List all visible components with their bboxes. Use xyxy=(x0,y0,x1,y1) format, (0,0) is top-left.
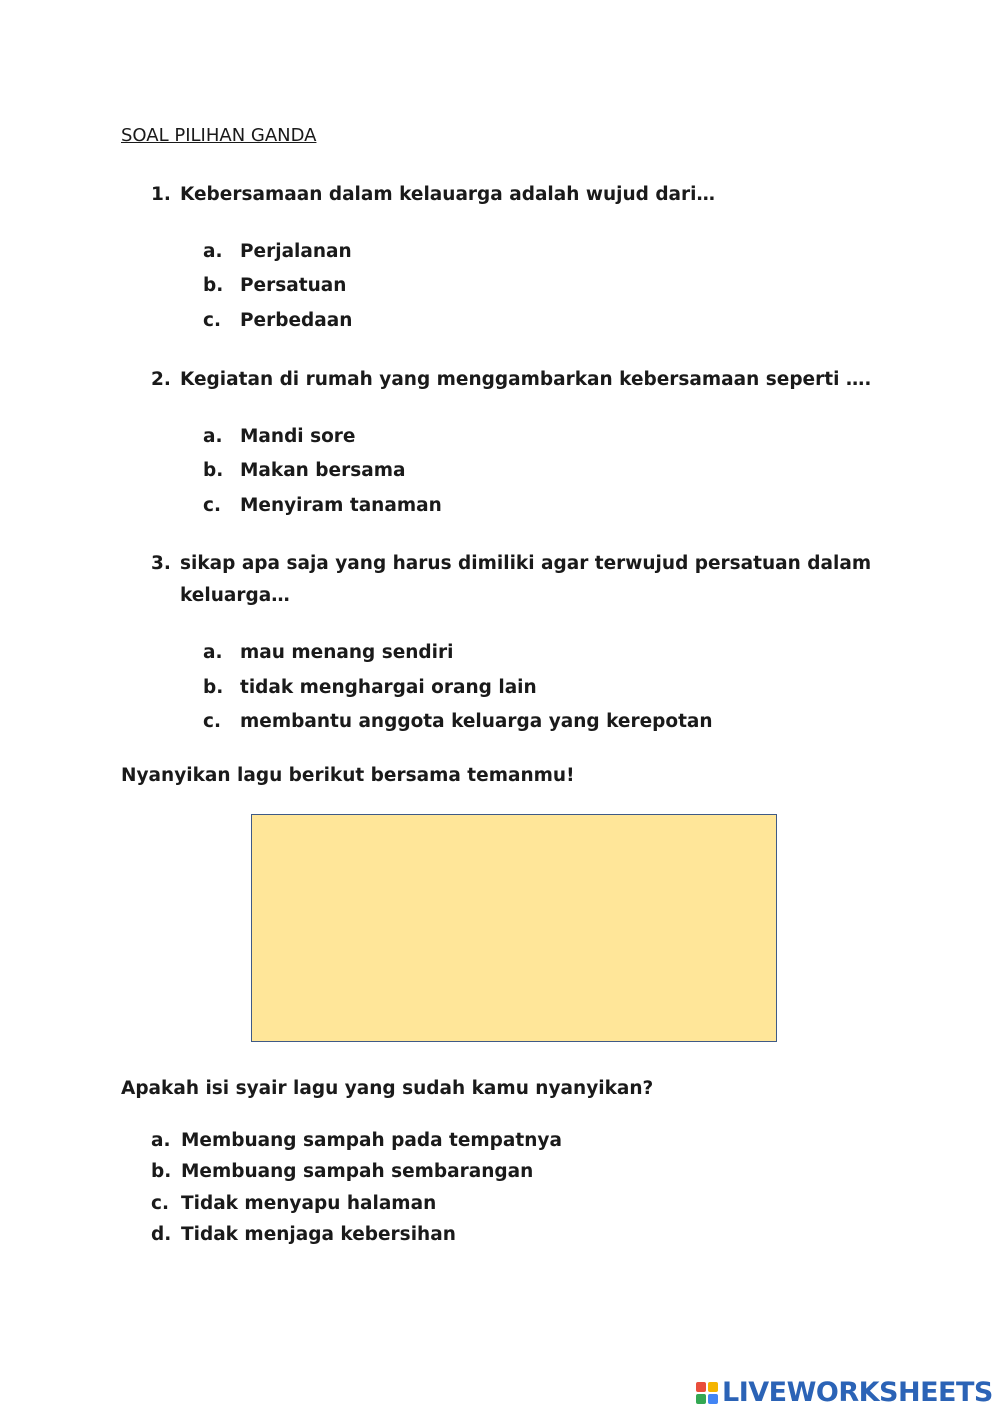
question-2-option-c-letter: c. xyxy=(203,495,221,516)
logo-mark-icon xyxy=(696,1382,718,1404)
question-2-option-c[interactable]: Menyiram tanaman xyxy=(240,495,442,516)
logo-text: LIVEWORKSHEETS xyxy=(722,1377,993,1408)
song-option-a-letter: a. xyxy=(151,1130,171,1151)
liveworksheets-logo[interactable] xyxy=(696,1378,993,1408)
question-2-option-a[interactable]: Mandi sore xyxy=(240,426,356,447)
question-2-option-b[interactable]: Makan bersama xyxy=(240,460,406,481)
question-2-number: 2. xyxy=(151,369,171,390)
question-3-option-a-letter: a. xyxy=(203,642,223,663)
song-option-d-letter: d. xyxy=(151,1224,172,1245)
song-option-d[interactable]: Tidak menjaga kebersihan xyxy=(181,1224,456,1245)
song-option-b[interactable]: Membuang sampah sembarangan xyxy=(181,1161,534,1182)
question-1-option-a[interactable]: Perjalanan xyxy=(240,241,352,262)
question-1-option-c[interactable]: Perbedaan xyxy=(240,310,353,331)
question-1-option-b[interactable]: Persatuan xyxy=(240,275,347,296)
question-2-option-a-letter: a. xyxy=(203,426,223,447)
question-1-option-a-letter: a. xyxy=(203,241,223,262)
question-3-option-b-letter: b. xyxy=(203,677,224,698)
question-1-text: Kebersamaan dalam kelauarga adalah wujud dari… xyxy=(180,184,716,205)
question-3-text-line1: sikap apa saja yang harus dimiliki agar terwujud persatuan dalam xyxy=(180,553,872,574)
question-2-text: Kegiatan di rumah yang menggambarkan kebersamaan seperti …. xyxy=(180,369,872,390)
question-3-option-c[interactable]: membantu anggota keluarga yang kerepotan xyxy=(240,711,713,732)
question-1-number: 1. xyxy=(151,184,171,205)
song-instruction: Nyanyikan lagu berikut bersama temanmu! xyxy=(121,765,575,786)
song-option-c[interactable]: Tidak menyapu halaman xyxy=(181,1193,437,1214)
question-3-option-a[interactable]: mau menang sendiri xyxy=(240,642,454,663)
question-3-text-line2: keluarga… xyxy=(180,585,290,606)
song-option-c-letter: c. xyxy=(151,1193,169,1214)
question-3-number: 3. xyxy=(151,553,171,574)
song-option-a[interactable]: Membuang sampah pada tempatnya xyxy=(181,1130,562,1151)
question-2-option-b-letter: b. xyxy=(203,460,224,481)
song-lyrics-box xyxy=(251,814,777,1042)
question-1-option-b-letter: b. xyxy=(203,275,224,296)
question-3-option-c-letter: c. xyxy=(203,711,221,732)
question-1-option-c-letter: c. xyxy=(203,310,221,331)
section-title: SOAL PILIHAN GANDA xyxy=(121,125,317,146)
song-question-text: Apakah isi syair lagu yang sudah kamu nyanyikan? xyxy=(121,1078,654,1099)
song-option-b-letter: b. xyxy=(151,1161,172,1182)
question-3-option-b[interactable]: tidak menghargai orang lain xyxy=(240,677,537,698)
